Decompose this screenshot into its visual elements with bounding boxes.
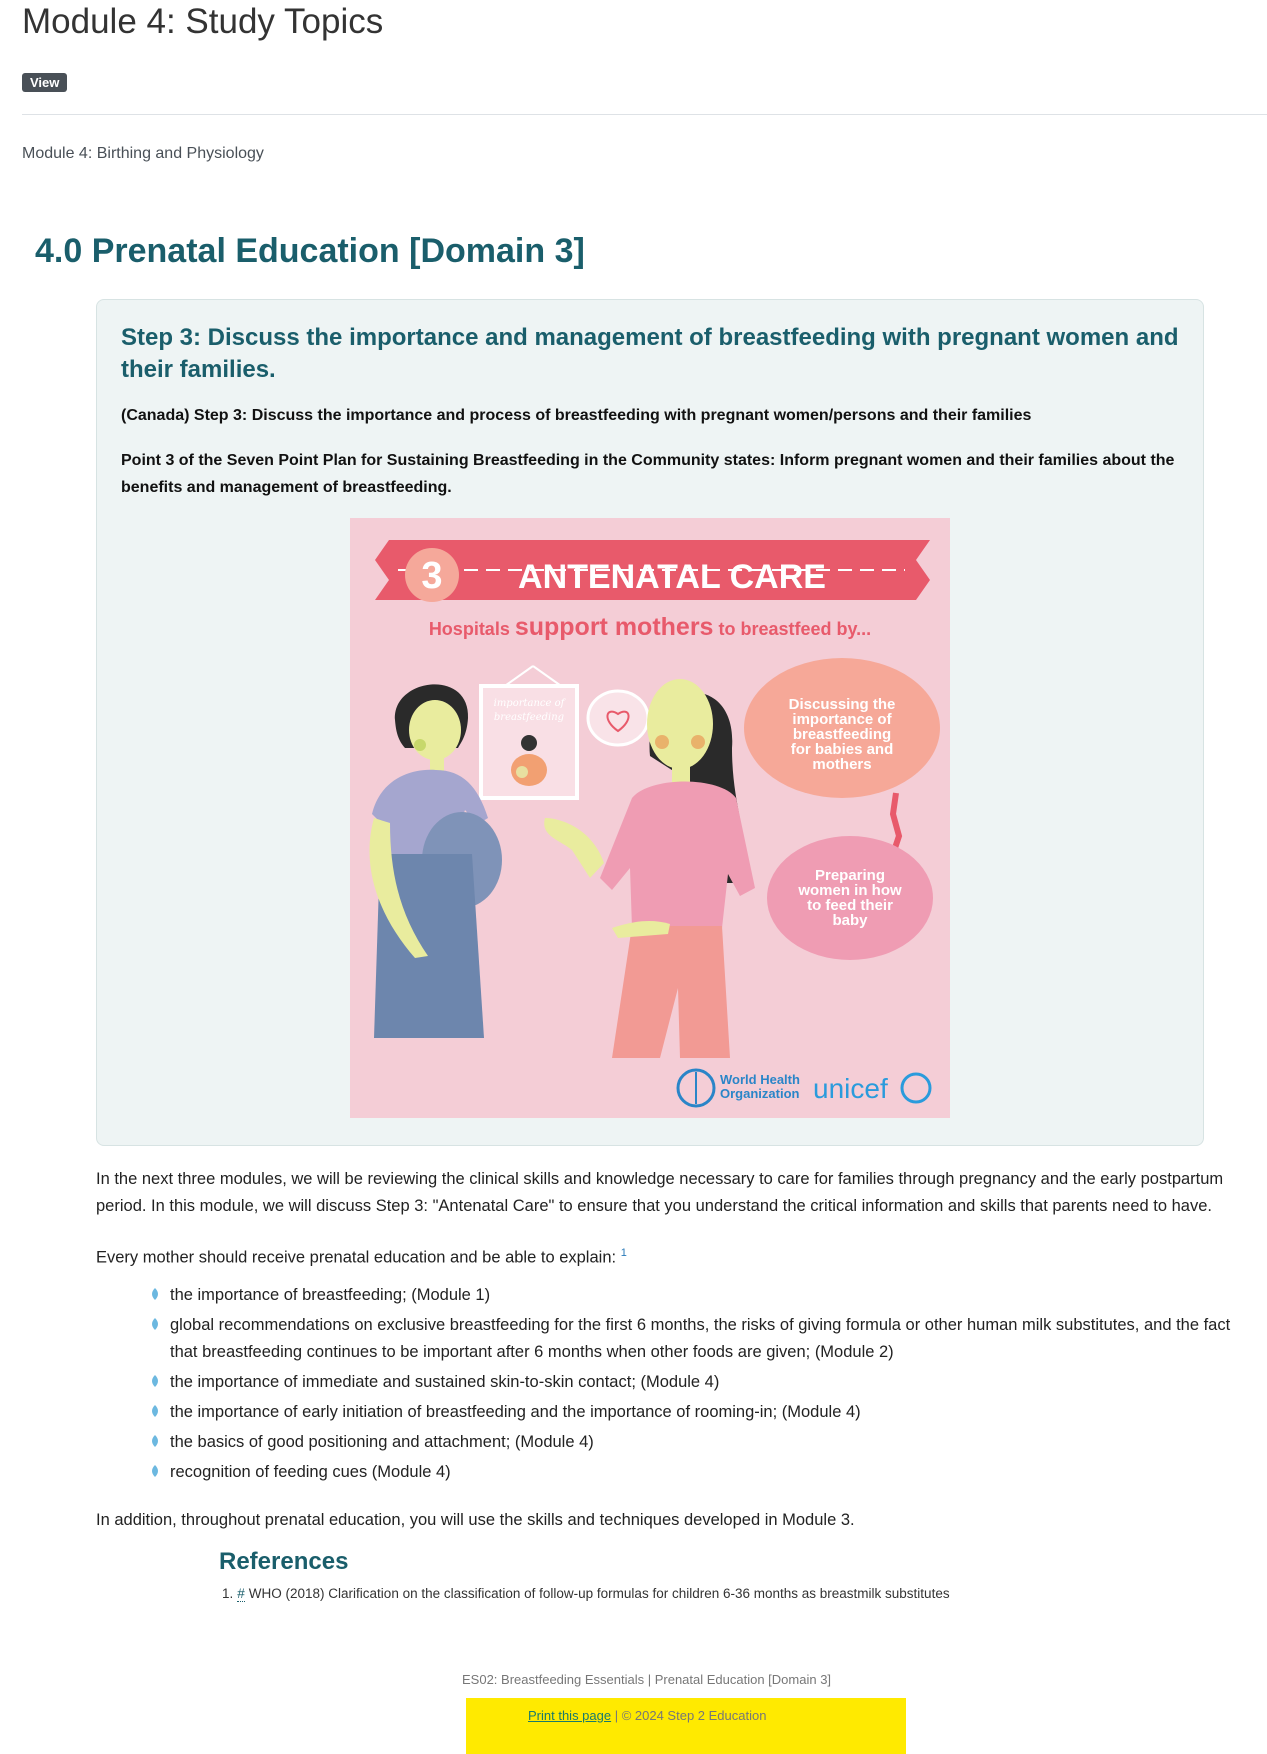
references-heading: References — [219, 1548, 349, 1575]
seven-point-plan-text: Point 3 of the Seven Point Plan for Sustaining Breastfeeding in the Community states: Inform pregnant women and their families about the benefits and management of breastfeeding. — [121, 452, 1175, 496]
canada-step-text: (Canada) Step 3: Discuss the importance and process of breastfeeding with pregnant women/persons and their families — [121, 407, 1032, 424]
svg-text:women in how: women in how — [798, 882, 902, 899]
reference-number: 1. — [222, 1586, 234, 1601]
svg-text:breastfeeding: breastfeeding — [792, 726, 892, 743]
bullet-icon — [150, 1434, 160, 1448]
svg-text:Discussing the: Discussing the — [788, 696, 896, 713]
references-list — [222, 1586, 950, 1601]
list-item: recognition of feeding cues (Module 4) — [150, 1459, 1260, 1486]
list-item: the importance of immediate and sustained skin-to-skin contact; (Module 4) — [150, 1369, 1260, 1396]
section-heading: 4.0 Prenatal Education [Domain 3] — [35, 232, 585, 270]
svg-text:importance of: importance of — [493, 698, 565, 709]
bullet-list — [150, 1282, 1260, 1489]
infographic-title: ANTENATAL CARE — [518, 558, 826, 596]
list-item: the basics of good positioning and attachment; (Module 4) — [150, 1429, 1260, 1456]
bullet-icon — [150, 1317, 160, 1331]
step-title: Step 3: Discuss the importance and management of breastfeeding with pregnant women and their families. — [121, 324, 1179, 383]
intro-paragraph: In the next three modules, we will be reviewing the clinical skills and knowledge necessary to care for families through pregnancy and the early postpartum period. In this module, we will discuss Step 3: "Antenatal Care" to ensure that you understand the critical information and skills that parents need to have. — [96, 1170, 1224, 1215]
svg-text:Organization: Organization — [720, 1086, 800, 1101]
bullet-icon — [150, 1374, 160, 1388]
svg-text:Preparing: Preparing — [814, 867, 886, 884]
list-item: global recommendations on exclusive breastfeeding for the first 6 months, the risks of giving formula or other human milk substitutes, and the fact that breastfeeding continues to be important after 6 months when other foods are given; (Module 2) — [150, 1312, 1260, 1366]
footer-copyright: | © 2024 Step 2 Education — [611, 1708, 767, 1723]
svg-text:for babies and: for babies and — [790, 741, 894, 758]
print-page-link[interactable]: Print this page — [528, 1708, 612, 1723]
svg-text:World Health: World Health — [720, 1072, 800, 1087]
footer-course-title: ES02: Breastfeeding Essentials | Prenatal Education [Domain 3] — [462, 1672, 832, 1687]
bullet-icon — [150, 1464, 160, 1478]
list-item: the importance of breastfeeding; (Module 1) — [150, 1282, 1260, 1309]
list-item: the importance of early initiation of breastfeeding and the importance of rooming-in; (Module 4) — [150, 1399, 1260, 1426]
svg-text:mothers: mothers — [812, 756, 872, 773]
explain-paragraph: Every mother should receive prenatal education and be able to explain: $^1$ — [96, 1247, 627, 1267]
step-number: 3 — [421, 555, 443, 597]
footer-print-row — [528, 1708, 766, 1723]
svg-text:to feed their: to feed their — [807, 897, 893, 914]
bullet-icon — [150, 1287, 160, 1301]
reference-text: WHO (2018) Clarification on the classification of follow-up formulas for children 6-36 months as breastmilk substitutes — [248, 1586, 950, 1601]
reference-backlink[interactable]: # — [237, 1586, 245, 1601]
svg-text:baby: baby — [832, 912, 868, 929]
view-badge[interactable]: View — [22, 73, 67, 92]
svg-text:breastfeeding: breastfeeding — [493, 712, 565, 723]
page-title: Module 4: Study Topics — [22, 2, 384, 41]
closing-paragraph: In addition, throughout prenatal education, you will use the skills and techniques developed in Module 3. — [96, 1511, 855, 1529]
svg-text:importance of: importance of — [792, 711, 892, 728]
footer-highlight — [466, 1698, 906, 1754]
module-subtitle: Module 4: Birthing and Physiology — [22, 145, 264, 162]
divider — [22, 114, 1267, 115]
infographic-subtitle: Hospitals support mothers to breastfeed by... — [428, 613, 872, 641]
reference-marker[interactable]: 1 — [620, 1247, 627, 1259]
svg-text:unicef: unicef — [813, 1073, 888, 1104]
antenatal-care-infographic — [350, 518, 950, 1118]
bullet-icon — [150, 1404, 160, 1418]
who-logo — [678, 1070, 800, 1106]
